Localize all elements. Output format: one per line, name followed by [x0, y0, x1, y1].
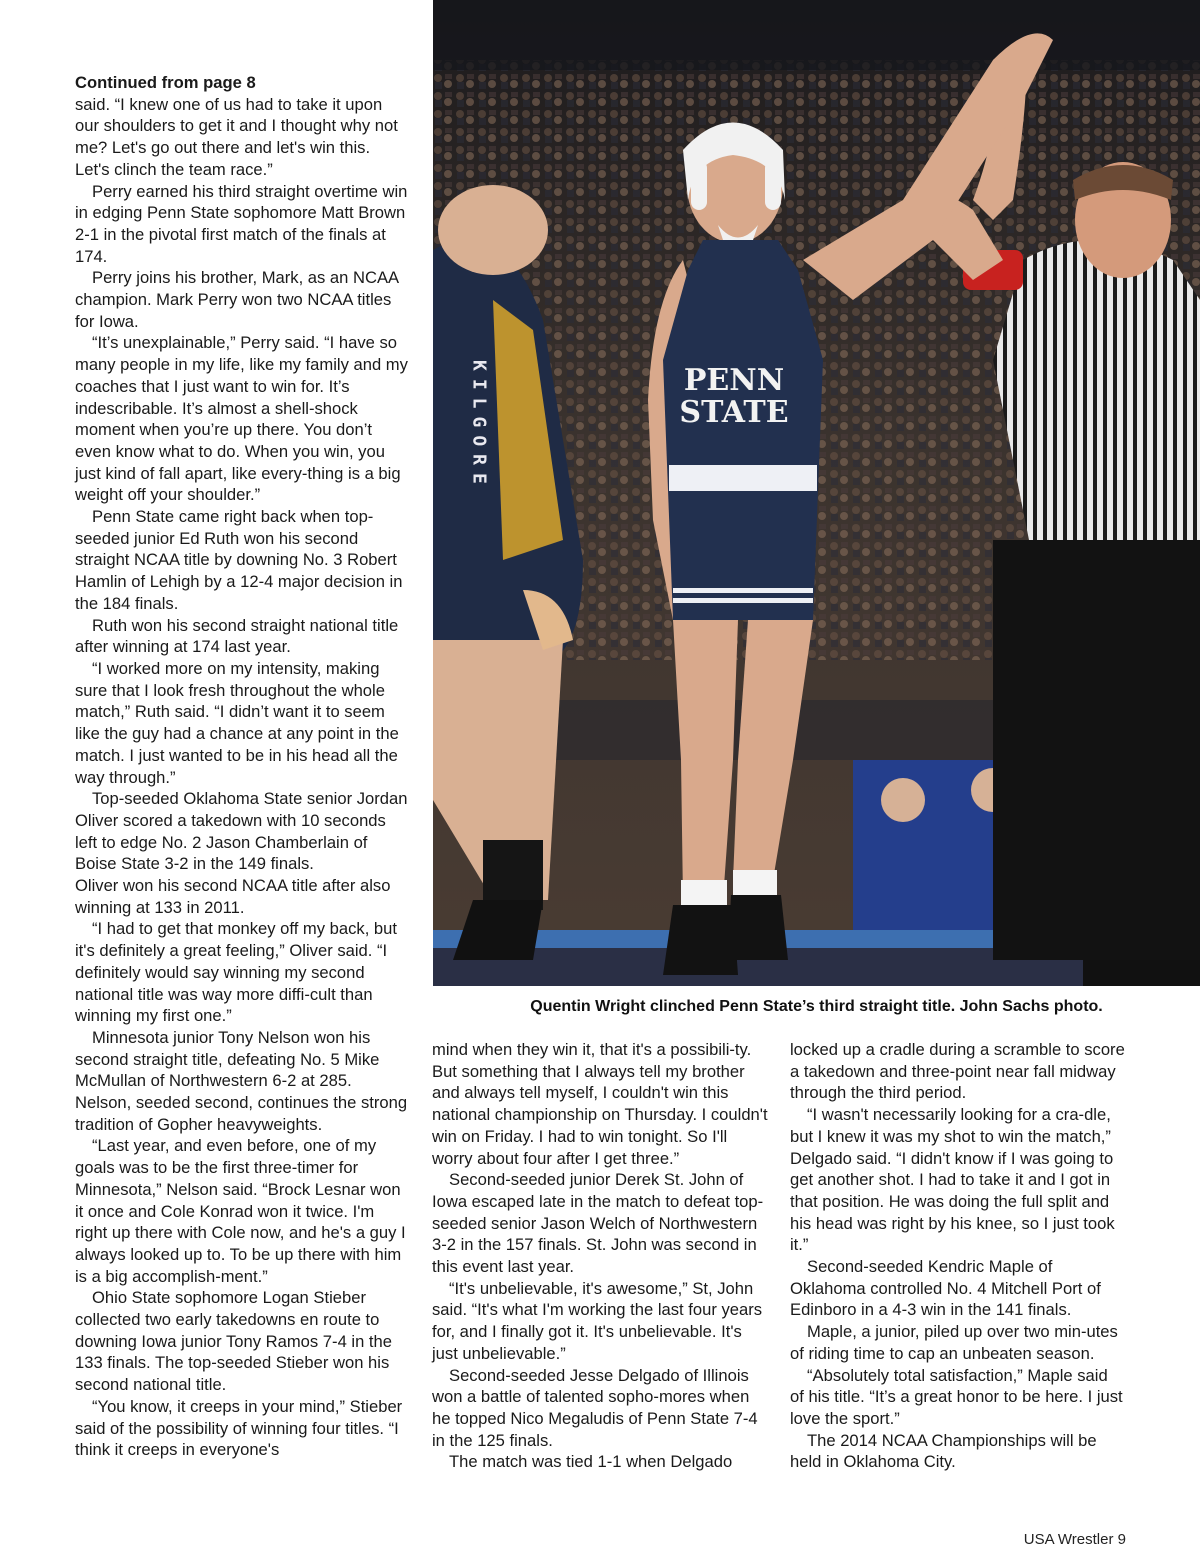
paragraph: Top-seeded Oklahoma State senior Jordan Oliver scored a takedown with 10 seconds left to edge No. 2 Jason Chamberlain of Boise State 3-2 in the 149 finals. [75, 789, 408, 874]
paragraph: locked up a cradle during a scramble to score a takedown and three-point near fall midway through the third period. [790, 1040, 1125, 1103]
paragraph: Penn State came right back when top-seeded junior Ed Ruth won his second straight NCAA title by downing No. 3 Robert Hamlin of Lehigh by a 12-4 major decision in the 184 finals. [75, 507, 403, 613]
paragraph: “Absolutely total satisfaction,” Maple said of his title. “It’s a great honor to be here. I just love the sport.” [790, 1365, 1123, 1428]
article-column-3 [790, 1039, 1126, 1473]
singlet-text-state: STATE [679, 395, 789, 430]
page-folio: USA Wrestler 9 [1023, 1531, 1126, 1548]
paragraph: Minnesota junior Tony Nelson won his second straight title, defeating No. 5 Mike McMullan of Northwestern 6-2 at 285. Nelson, seeded second, continues the strong tradition of Gopher heavyweights. [75, 1027, 408, 1134]
continued-from-label: Continued from page 8 [75, 73, 256, 92]
paragraph: “I had to get that monkey off my back, but it's definitely a great feeling,” Oliver said. “I definitely would say winning my second national title was way more diffi-cult than winning my first one.” [75, 919, 397, 1026]
wrestling-photo [433, 0, 1200, 986]
paragraph: The match was tied 1-1 when Delgado [449, 1452, 733, 1472]
paragraph: Second-seeded junior Derek St. John of Iowa escaped late in the match to defeat top-seeded senior Jason Welch of Northwestern 3-2 in the 157 finals. St. John was second in this event last year. [432, 1170, 764, 1277]
photo-illustration [433, 0, 1200, 986]
singlet-text-penn: PENN [683, 363, 785, 398]
paragraph: The 2014 NCAA Championships will be held in Oklahoma City. [790, 1430, 1097, 1472]
paragraph: “Last year, and even before, one of my goals was to be the first three-timer for Minnesota,” Nelson said. “Brock Lesnar won it once and Cole Konrad won it twice. I'm right up there with Cole now, and he's a guy I always looked up to. To be up there with him is a big accomplish-ment.” [75, 1136, 406, 1286]
opponent-name-vertical: KILGORE [468, 360, 490, 492]
photo-caption: Quentin Wright clinched Penn State’s third straight title. John Sachs photo. [530, 998, 1103, 1015]
paragraph: said. “I knew one of us had to take it upon our shoulders to get it and I thought why not me? Let's go out there and let's win this. Let's clinch the team race.” [75, 94, 398, 179]
article-column-2 [432, 1039, 768, 1473]
paragraph: Ohio State sophomore Logan Stieber collected two early takedowns en route to downing Iowa junior Tony Ramos 7-4 in the 133 finals. The top-seeded Stieber won his second national title. [75, 1288, 392, 1395]
paragraph: mind when they win it, that it's a possibili-ty. But something that I always tell my brother and always tell myself, I couldn't win this national championship on Thursday. I couldn't win on Friday. I had to win tonight. So I'll worry about four after I get three.” [432, 1040, 768, 1168]
paragraph: Ruth won his second straight national title after winning at 174 last year. [75, 615, 399, 657]
paragraph: Maple, a junior, piled up over two min-utes of riding time to cap an unbeaten season. [790, 1322, 1118, 1363]
paragraph: “It's unbelievable, it's awesome,” St, John said. “It's what I'm working the last four years for, and I finally got it. It's unbelievable. It's just unbelievable.” [432, 1278, 763, 1363]
paragraph: “I worked more on my intensity, making sure that I look fresh throughout the whole match,” Ruth said. “I didn’t want it to seem like the guy had a chance at any point in the match. I just wanted to be in his head all the way through.” [75, 658, 399, 787]
paragraph: Perry joins his brother, Mark, as an NCAA champion. Mark Perry won two NCAA titles for Iowa. [75, 268, 399, 331]
paragraph: Second-seeded Kendric Maple of Oklahoma controlled No. 4 Mitchell Port of Edinboro in a 4-3 win in the 141 finals. [790, 1257, 1101, 1320]
article-column-1 [75, 72, 409, 1461]
paragraph: Second-seeded Jesse Delgado of Illinois won a battle of talented sopho-mores when he topped Nico Megaludis of Penn State 7-4 in the 125 finals. [432, 1365, 758, 1450]
paragraph: “I wasn't necessarily looking for a cra-dle, but I knew it was my shot to win the match,” Delgado said. “I didn't know if I was going to get another shot. I had to take it and I got in that position. He was doing the full split and his head was right by his knee, so I just took it.” [790, 1105, 1115, 1255]
paragraph: Perry earned his third straight overtime win in edging Penn State sophomore Matt Brown 2-1 in the pivotal first match of the finals at 174. [75, 181, 408, 266]
paragraph: “It’s unexplainable,” Perry said. “I have so many people in my life, like my family and my coaches that I just want to win for. It’s indescribable. It’s almost a shell-shock moment when you’re up there. You don’t even know what to do. When you win, you just kind of fall apart, like every-thing is a big weight off your shoulder.” [75, 333, 408, 505]
paragraph: Oliver won his second NCAA title after also winning at 133 in 2011. [75, 876, 391, 917]
paragraph: “You know, it creeps in your mind,” Stieber said of the possibility of winning four titles. “I think it creeps in everyone's [75, 1396, 403, 1460]
